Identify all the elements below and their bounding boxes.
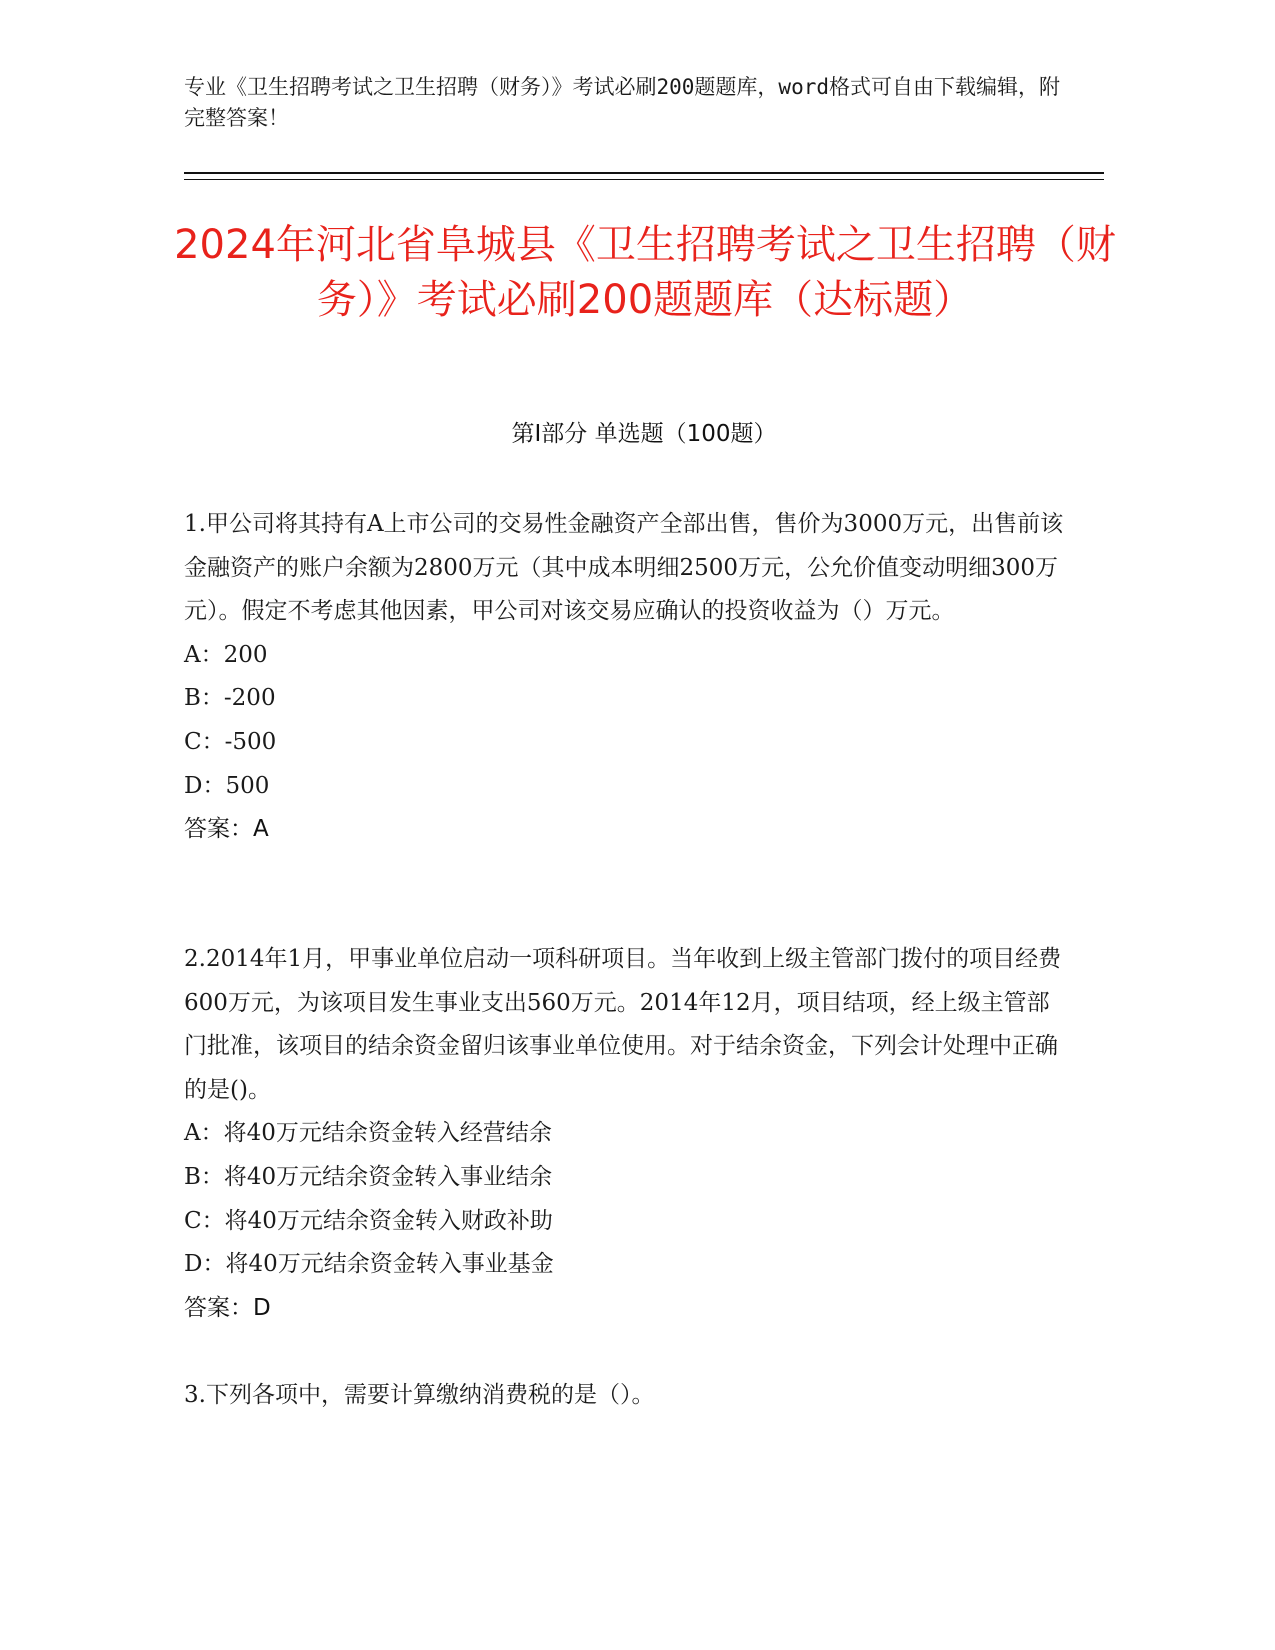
header-note: 专业《卫生招聘考试之卫生招聘（财务）》考试必刷200题题库，word格式可自由下载编辑，附完整答案！ [184,75,1060,130]
question-2 [184,938,1064,1330]
document-title: 2024年河北省阜城县《卫生招聘考试之卫生招聘（财务）》考试必刷200题题库（达标题） [174,222,1116,323]
header-rule-thin [184,179,1104,180]
section-heading: 第Ⅰ部分 单选题（100题） [511,421,777,447]
option-b: B：将40万元结余资金转入事业结余 [184,1163,553,1190]
option-a: A：200 [184,641,268,668]
option-d: D：500 [184,772,270,799]
option-c: C：将40万元结余资金转入财政补助 [184,1207,553,1234]
question-3 [184,1374,1064,1418]
option-list [184,1112,1064,1286]
question-text: 2.2014年1月，甲事业单位启动一项科研项目。当年收到上级主管部门拨付的项目经费600万元，为该项目发生事业支出560万元。2014年12月，项目结项，经上级主管部门批准，该项目的结余资金留归该事业单位使用。对于结余资金，下列会计处理中正确的是()。 [184,946,1062,1103]
answer: 答案：D [184,1294,271,1321]
question-text: 1.甲公司将其持有A上市公司的交易性金融资产全部出售，售价为3000万元，出售前该金融资产的账户余额为2800万元（其中成本明细2500万元，公允价值变动明细300万元）。假定不考虑其他因素，甲公司对该交易应确认的投资收益为（）万元。 [184,511,1064,625]
option-c: C：-500 [184,728,277,755]
header-rule-thick [184,172,1104,174]
answer: 答案：A [184,816,269,843]
question-1 [184,503,1064,852]
question-text: 3.下列各项中，需要计算缴纳消费税的是（）。 [184,1382,655,1408]
option-list [184,634,1064,808]
option-d: D：将40万元结余资金转入事业基金 [184,1251,554,1278]
option-b: B：-200 [184,685,276,712]
option-a: A：将40万元结余资金转入经营结余 [184,1120,552,1147]
